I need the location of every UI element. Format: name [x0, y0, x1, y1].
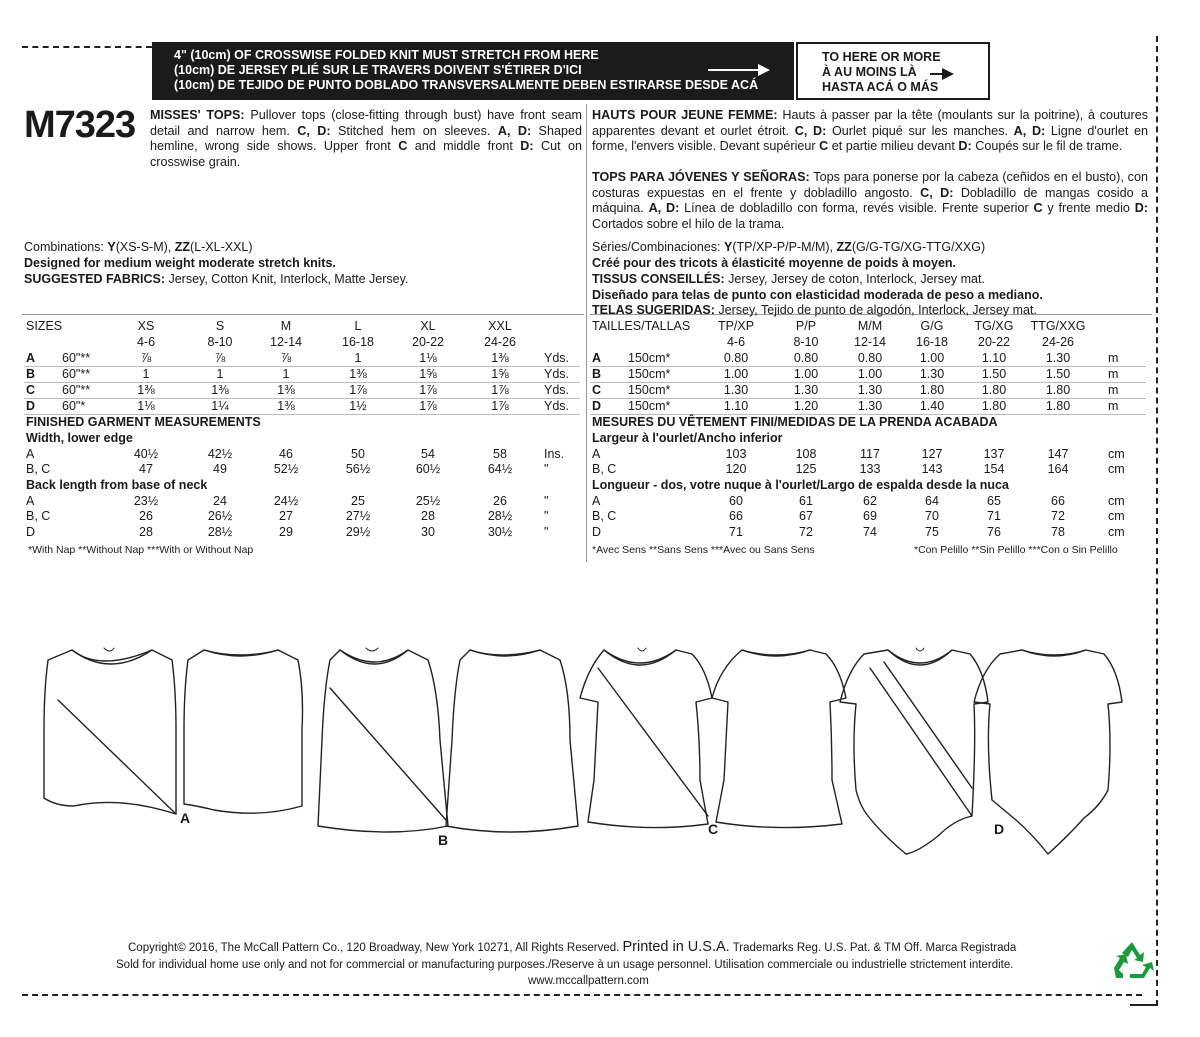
right-yardage-cell: 1.30 [723, 383, 749, 397]
left-back-cell: 24 [213, 493, 227, 508]
desc-es-text2: Línea de dobladillo con forma, revés visible. Frente superior [679, 201, 1034, 215]
right-width-cell: 125 [795, 462, 817, 476]
desc-en-cd: C, D: [297, 123, 331, 138]
left-yardage-width: 60"** [62, 367, 91, 381]
right-yardage-cell: 1.80 [1045, 383, 1071, 397]
left-yardage-cell: 1⅞ [491, 383, 509, 397]
left-size-range-1: 8-10 [207, 335, 233, 349]
right-width-unit: cm [1108, 462, 1125, 476]
right-yardage-cell: 1.30 [919, 367, 945, 381]
disenado-para: Diseñado para telas de punto con elasticidad moderada de peso a mediano. [592, 288, 1043, 302]
right-yardage-view: C [592, 383, 602, 397]
designed-for: Designed for medium weight moderate stretch knits. [24, 256, 336, 270]
left-yardage-cell: 1⅝ [491, 367, 509, 381]
right-yardage-unit: m [1108, 351, 1119, 365]
desc-en-c: C [398, 139, 408, 153]
right-back-cell: 75 [925, 524, 939, 539]
right-yardage-view: B [592, 367, 602, 381]
right-yardage-width: 150cm* [628, 367, 671, 381]
right-size-4: TG/XG [974, 319, 1014, 333]
right-width-view: B, C [592, 462, 617, 476]
right-size-range-2: 12-14 [854, 335, 886, 349]
left-finished-title: FINISHED GARMENT MEASUREMENTS [26, 415, 261, 429]
left-back-cell: 30 [421, 524, 435, 539]
desc-en-text2: Shaped hemline, wrong side shows. Upper front [150, 123, 582, 153]
right-yardage-view: A [592, 351, 602, 365]
right-width-cell: 103 [725, 446, 747, 461]
left-yardage-cell: 1 [216, 367, 224, 381]
right-yardage-cell: 1.40 [919, 399, 945, 413]
combo-y-sizes: (XS-S-M), [115, 240, 175, 254]
left-width-cell: 56½ [345, 462, 371, 476]
combo-zz-sizes: (L-XL-XXL) [190, 240, 253, 254]
left-yardage-unit: Yds. [544, 383, 570, 397]
left-back-cell: 28½ [487, 509, 513, 523]
right-size-range-3: 16-18 [916, 335, 948, 349]
left-yardage-unit: Yds. [544, 399, 570, 413]
view-c-back [712, 650, 846, 828]
left-width-cell: 40½ [133, 446, 159, 461]
left-yardage-cell: 1⅜ [491, 351, 509, 365]
desc-fr-c: C [819, 139, 829, 153]
desc-fr-text3: et partie milieu devant [828, 139, 959, 153]
left-back-unit: " [544, 493, 549, 508]
left-yardage-view: C [26, 383, 36, 397]
trademarks: Trademarks Reg. U.S. Pat. & TM Off. Marca Registrada [732, 942, 1017, 954]
left-yardage-cell: 1⅜ [349, 367, 367, 381]
left-back-cell: 28½ [207, 524, 233, 539]
bottom-cut-line [22, 994, 1142, 996]
left-yardage-cell: 1 [354, 351, 362, 365]
left-width-cell: 60½ [415, 462, 441, 476]
right-back-title: Longueur - dos, votre nuque à l'ourlet/Largo de espalda desde la nuca [592, 478, 1009, 492]
right-yardage-width: 150cm* [628, 399, 671, 413]
right-yardage-cell: 0.80 [723, 351, 749, 365]
right-back-cell: 71 [987, 509, 1001, 523]
left-back-cell: 25½ [415, 493, 441, 508]
view-d-front [840, 648, 988, 854]
combo-zz: ZZ [174, 240, 191, 254]
desc-es-text3: y frente medio [1042, 201, 1135, 215]
right-back-view: D [592, 524, 602, 539]
left-size-1: S [215, 319, 225, 333]
left-back-title: Back length from base of neck [26, 478, 208, 492]
left-yardage-cell: ⅞ [214, 351, 226, 365]
desc-fr-text2: Ligne d'ourlet en forme, l'envers visible. Devant supérieur [592, 123, 1149, 153]
right-width-view: A [592, 446, 601, 461]
suggested-fabrics [24, 272, 408, 287]
right-yardage-cell: 1.00 [723, 367, 749, 381]
right-yardage-cell: 1.10 [723, 399, 749, 413]
left-width-cell: 49 [213, 462, 227, 476]
view-label-d: D [994, 821, 1005, 837]
right-yardage-unit: m [1108, 399, 1119, 413]
desc-en-text: Pullover tops (close-fitting through bust) have front seam detail and narrow hem. [150, 108, 583, 138]
left-back-cell: 28 [421, 509, 435, 523]
tissus-label: TISSUS CONSEILLÉS: [592, 272, 725, 286]
left-size-0: XS [137, 319, 155, 333]
left-size-range-2: 12-14 [270, 335, 302, 349]
right-yardage-cell: 0.80 [857, 351, 883, 365]
right-size-range-5: 24-26 [1042, 335, 1074, 349]
left-back-view: B, C [26, 509, 51, 523]
right-width-cell: 108 [795, 446, 817, 461]
description-en [150, 108, 582, 170]
left-width-view: B, C [26, 462, 51, 476]
left-yardage-width: 60"** [62, 351, 91, 365]
garment-illustrations [0, 620, 1200, 940]
right-size-3: G/G [920, 319, 944, 333]
right-back-cell: 65 [987, 493, 1001, 508]
desc-fr-title: HAUTS POUR JEUNE FEMME: [592, 108, 778, 122]
left-size-range-4: 20-22 [412, 335, 444, 349]
right-yardage-width: 150cm* [628, 383, 671, 397]
right-back-cell: 64 [925, 493, 939, 508]
right-width-cell: 147 [1047, 446, 1069, 461]
left-width-cell: 46 [279, 446, 293, 461]
view-b-front [318, 648, 448, 832]
view-b-back [446, 650, 578, 832]
left-width-cell: 54 [421, 446, 435, 461]
target-arrow-head [942, 68, 954, 80]
left-back-cell: 27 [279, 509, 293, 523]
right-back-cell: 71 [729, 524, 743, 539]
combo-zz-fr: ZZ [836, 240, 852, 254]
left-size-4: XL [420, 319, 436, 333]
desc-es-title: TOPS PARA JÓVENES Y SEÑORAS: [592, 170, 810, 184]
right-size-5: TTG/XXG [1030, 319, 1086, 333]
left-yardage-cell: 1⅞ [349, 383, 367, 397]
tissus-list: Jersey, Jersey de coton, Interlock, Jersey mat. [724, 272, 985, 286]
left-width-cell: 58 [493, 446, 507, 461]
description-fr [592, 108, 1148, 155]
telas-sugeridas [592, 303, 1037, 318]
left-width-title: Width, lower edge [26, 431, 133, 445]
left-width-cell: 42½ [207, 446, 233, 461]
left-yardage-view: D [26, 399, 36, 413]
description-es [592, 170, 1148, 232]
left-yardage-cell: 1⅞ [419, 399, 437, 413]
left-yardage-cell: ⅞ [140, 351, 152, 365]
right-back-cell: 66 [729, 509, 743, 523]
desc-en-text4: Cut on crosswise grain. [150, 139, 582, 169]
left-yardage-cell: 1 [282, 367, 290, 381]
right-yardage-unit: m [1108, 383, 1119, 397]
fabrics-label: SUGGESTED FABRICS: [24, 272, 165, 286]
pattern-number: M7323 [24, 104, 136, 146]
combinations-label-fr: Séries/Combinaciones: [592, 240, 725, 254]
printed-in: Printed in U.S.A. [622, 939, 730, 955]
desc-es-d: D: [1134, 201, 1148, 215]
right-width-cell: 143 [921, 462, 943, 476]
left-back-cell: 29½ [345, 524, 371, 539]
left-width-cell: 64½ [487, 462, 513, 476]
left-size-range-3: 16-18 [342, 335, 374, 349]
right-back-cell: 61 [799, 493, 813, 508]
right-yardage-unit: m [1108, 367, 1119, 381]
desc-fr-text4: Coupés sur le fil de trame. [971, 139, 1123, 153]
view-label-c: C [708, 821, 719, 837]
stretch-gauge-target [796, 42, 990, 100]
right-yardage-cell: 1.30 [857, 383, 883, 397]
desc-fr-ad: A, D: [1013, 123, 1046, 138]
left-yardage-cell: 1⅝ [419, 367, 437, 381]
left-yardage-cell: 1⅜ [211, 383, 229, 397]
right-size-0: TP/XP [717, 319, 755, 333]
desc-fr-text: Hauts à passer par la tête (moulants sur la poitrine), à coutures apparentes devant et ourlet étroit. [592, 108, 1148, 138]
left-back-view: A [26, 493, 35, 508]
left-back-cell: 24½ [273, 493, 299, 508]
combo-y: Y [107, 240, 116, 254]
cree-pour: Créé pour des tricots à élasticité moyenne de poids à moyen. [592, 256, 957, 270]
left-yardage-view: A [26, 351, 36, 365]
left-width-cell: 52½ [273, 462, 299, 476]
left-yardage-unit: Yds. [544, 367, 570, 381]
right-size-range-4: 20-22 [978, 335, 1010, 349]
left-yardage-cell: 1⅜ [277, 383, 295, 397]
right-yardage-cell: 1.10 [981, 351, 1007, 365]
right-back-unit: cm [1108, 509, 1125, 523]
left-yardage-cell: 1⅛ [137, 399, 155, 413]
combo-y-sizes-fr: (TP/XP-P/P-M/M), [732, 240, 837, 254]
nap-note-es: *Con Pelillo **Sin Pelillo ***Con o Sin Pelillo [914, 544, 1118, 556]
combinations-en [24, 240, 253, 255]
right-yardage-cell: 1.50 [1045, 367, 1071, 381]
copyright: Copyright© 2016, The McCall Pattern Co., 120 Broadway, New York 10271, All Rights Reserved. [128, 942, 620, 954]
combo-zz-sizes-fr: (G/G-TG/XG-TTG/XXG) [851, 240, 986, 254]
right-yardage-cell: 0.80 [793, 351, 819, 365]
view-label-b: B [438, 832, 449, 848]
left-size-5: XXL [488, 319, 512, 333]
desc-en-text1: Stitched hem on sleeves. [330, 123, 498, 138]
left-width-unit: Ins. [544, 446, 565, 461]
right-back-cell: 60 [729, 493, 743, 508]
left-yardage-cell: 1¼ [211, 399, 229, 413]
right-yardage-cell: 1.30 [1045, 351, 1071, 365]
view-a-back [184, 650, 303, 813]
left-yardage-view: B [26, 367, 36, 381]
right-back-cell: 76 [987, 524, 1001, 539]
column-separator [586, 104, 587, 562]
right-size-2: M/M [857, 319, 883, 333]
telas-list: Jersey, Tejido de punto de algodón, Interlock, Jersey mat. [714, 303, 1037, 317]
desc-es-c: C [1033, 201, 1043, 215]
right-size-range-1: 8-10 [793, 335, 819, 349]
left-yardage-cell: 1⅛ [419, 351, 437, 365]
right-yardage-cell: 1.20 [793, 399, 819, 413]
left-back-unit: " [544, 524, 549, 539]
stretch-gauge-band [152, 42, 794, 100]
right-back-cell: 62 [863, 493, 877, 508]
left-back-view: D [26, 524, 36, 539]
right-yardage-width: 150cm* [628, 351, 671, 365]
stretch-arrow-head [758, 64, 770, 76]
right-width-cell: 120 [725, 462, 747, 476]
combinations-label: Combinations: [24, 240, 108, 254]
nap-note: *With Nap **Without Nap ***With or Without Nap [28, 544, 254, 556]
telas-label: TELAS SUGERIDAS: [592, 303, 715, 317]
desc-es-cd: C, D: [920, 185, 954, 200]
right-back-cell: 69 [863, 509, 877, 523]
stretch-line-es: (10cm) DE TEJIDO DE PUNTO DOBLADO TRANSVERSALMENTE DEBEN ESTIRARSE DESDE ACÁ [174, 78, 759, 92]
left-size-3: L [354, 319, 362, 333]
nap-note-fr: *Avec Sens **Sans Sens ***Avec ou Sans Sens [592, 544, 815, 556]
right-back-cell: 67 [799, 509, 813, 523]
left-back-unit: " [544, 509, 549, 523]
right-yardage-view: D [592, 399, 602, 413]
right-width-cell: 164 [1047, 462, 1069, 476]
left-yardage-cell: 1⅞ [419, 383, 437, 397]
left-yardage-cell: 1⅞ [491, 399, 509, 413]
left-yardage-width: 60"* [62, 399, 86, 413]
right-back-unit: cm [1108, 524, 1125, 539]
left-back-cell: 26½ [207, 509, 233, 523]
right-sizes-label: TAILLES/TALLAS [592, 319, 691, 333]
left-back-cell: 30½ [487, 524, 513, 539]
desc-es-text4: Cortados sobre el hilo de la trama. [592, 216, 785, 231]
tissus-conseilles [592, 272, 985, 287]
left-yardage-cell: 1⅜ [277, 399, 295, 413]
left-width-cell: 47 [139, 462, 153, 476]
desc-es-ad: A, D: [648, 201, 680, 215]
combo-y-fr: Y [724, 240, 733, 254]
sold-for: Sold for individual home use only and not for commercial or manufacturing purposes./Reserve à un usage personnel. Utilisation commerciale ou industrielle strictement interdite. [116, 959, 1014, 971]
left-back-cell: 28 [139, 524, 153, 539]
desc-es-text1: Dobladillo de mangas cosido a máquina. [592, 185, 1148, 215]
right-width-cell: 127 [921, 446, 943, 461]
right-yardage-cell: 1.30 [793, 383, 819, 397]
right-back-view: A [592, 493, 601, 508]
right-width-cell: 137 [983, 446, 1005, 461]
view-a-front [44, 648, 176, 814]
right-yardage-cell: 1.80 [981, 383, 1007, 397]
desc-fr-cd: C, D: [794, 123, 827, 138]
right-width-title: Largeur à l'ourlet/Ancho inferior [592, 431, 783, 445]
left-yardage-cell: 1⅜ [137, 383, 155, 397]
left-yardage-unit: Yds. [544, 351, 570, 365]
left-back-cell: 29 [279, 524, 293, 539]
website: www.mccallpattern.com [528, 975, 649, 987]
right-finished-title: MESURES DU VÊTEMENT FINI/MEDIDAS DE LA PRENDA ACABADA [592, 415, 998, 429]
left-back-cell: 26 [139, 509, 153, 523]
right-yardage-cell: 1.00 [919, 351, 945, 365]
left-width-cell: 50 [351, 446, 365, 461]
right-size-1: P/P [795, 319, 817, 333]
right-width-cell: 154 [983, 462, 1005, 476]
desc-en-d: D: [520, 139, 534, 153]
desc-es-text: Tops para ponerse por la cabeza (ceñidos en el busto), con costuras expuestas en el frente y dobladillo angosto. [592, 170, 1148, 200]
left-sizes-label: SIZES [26, 319, 63, 333]
left-yardage-cell: 1½ [349, 399, 367, 413]
desc-fr-d: D: [958, 139, 972, 153]
right-width-cell: 117 [860, 446, 880, 461]
left-size-range-0: 4-6 [136, 335, 156, 349]
right-back-cell: 66 [1051, 493, 1065, 508]
right-back-cell: 74 [863, 524, 877, 539]
left-width-view: A [26, 446, 35, 461]
to-here-es: HASTA ACÁ O MÁS [822, 80, 939, 94]
top-cut-line [22, 46, 152, 48]
fabrics-list: Jersey, Cotton Knit, Interlock, Matte Jersey. [165, 272, 409, 286]
right-yardage-cell: 1.30 [857, 399, 883, 413]
desc-en-text3: and middle front [407, 139, 521, 153]
left-yardage-cell: 1 [142, 367, 150, 381]
right-yardage-cell: 1.50 [981, 367, 1007, 381]
right-yardage-cell: 1.00 [857, 367, 883, 381]
left-yardage-width: 60"** [62, 383, 91, 397]
right-width-cell: 133 [859, 462, 881, 476]
left-back-cell: 25 [351, 493, 365, 508]
right-back-cell: 78 [1051, 524, 1065, 539]
left-width-unit: " [544, 462, 549, 476]
stretch-line-en: 4" (10cm) OF CROSSWISE FOLDED KNIT MUST STRETCH FROM HERE [174, 48, 599, 62]
desc-en-ad: A, D: [497, 123, 532, 138]
right-yardage-cell: 1.80 [981, 399, 1007, 413]
left-back-cell: 23½ [133, 493, 159, 508]
right-back-cell: 72 [1051, 509, 1065, 523]
desc-fr-text1: Ourlet piqué sur les manches. [826, 123, 1014, 138]
bottom-right-corner [1130, 1004, 1156, 1006]
to-here-en: TO HERE OR MORE [822, 50, 941, 64]
to-here-fr: À AU MOINS LÀ [822, 65, 917, 79]
right-back-cell: 70 [925, 509, 939, 523]
left-back-cell: 26 [493, 493, 507, 508]
stretch-line-fr: (10cm) DE JERSEY PLIÉ SUR LE TRAVERS DOIVENT S'ÉTIRER D'ICI [174, 63, 582, 77]
stretch-arrow-line [708, 69, 760, 71]
desc-en-title: MISSES' TOPS: [150, 108, 245, 122]
view-c-front [580, 648, 712, 828]
right-yardage-cell: 1.80 [1045, 399, 1071, 413]
left-back-cell: 27½ [345, 509, 371, 523]
left-size-range-5: 24-26 [484, 335, 516, 349]
sizes-separator-left [22, 314, 584, 315]
right-yardage-cell: 1.80 [919, 383, 945, 397]
left-size-2: M [280, 319, 292, 333]
view-label-a: A [180, 810, 191, 826]
right-back-unit: cm [1108, 493, 1125, 508]
copyright-line [128, 939, 1016, 955]
combinations-fr [592, 240, 985, 255]
left-yardage-cell: ⅞ [280, 351, 292, 365]
right-back-view: B, C [592, 509, 617, 523]
right-back-cell: 72 [799, 524, 813, 539]
right-width-unit: cm [1108, 446, 1125, 461]
recycle-icon [1110, 940, 1154, 980]
right-yardage-cell: 1.00 [793, 367, 819, 381]
right-size-range-0: 4-6 [726, 335, 746, 349]
